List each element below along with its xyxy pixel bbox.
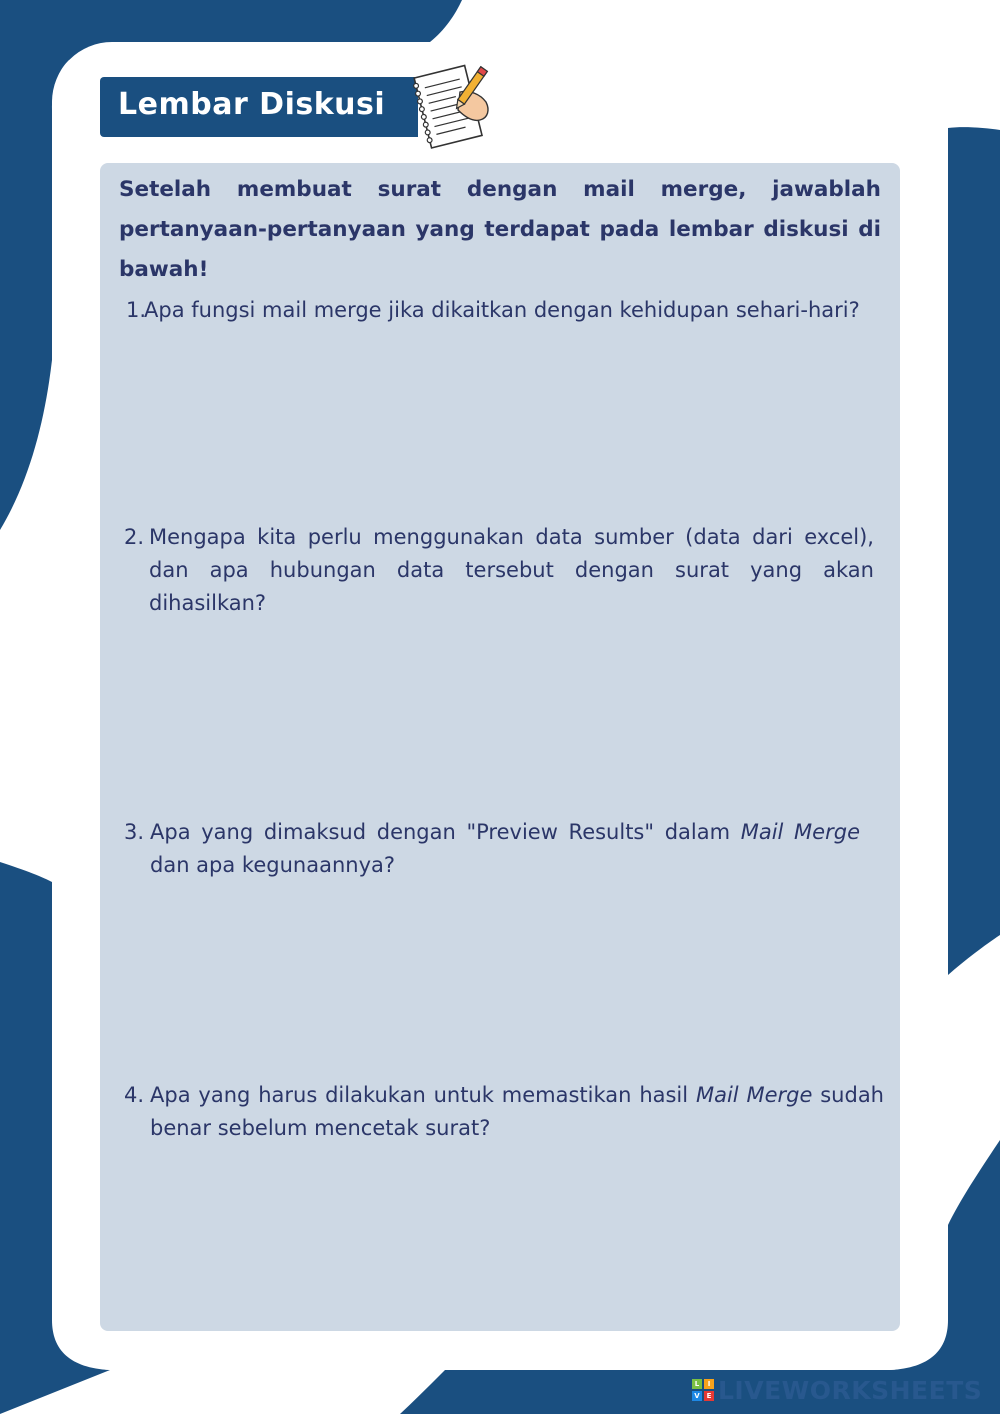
logo-letter: E [704, 1391, 714, 1401]
liveworksheets-logo [692, 1376, 982, 1404]
question-text: Apa fungsi mail merge jika dikaitkan dengan kehidupan sehari-hari? [144, 298, 860, 322]
question-number: 3. [124, 820, 145, 844]
discussion-panel [100, 163, 900, 1331]
question-4 [124, 1079, 884, 1145]
question-text: Mengapa kita perlu menggunakan data sumber (data dari excel), dan apa hubungan data tersebut dengan surat yang akan dihasilkan? [149, 525, 874, 615]
question-2 [124, 521, 874, 620]
question-text [124, 816, 860, 882]
instruction-text: Setelah membuat surat dengan mail merge, jawablah pertanyaan-pertanyaan yang terdapat pada lembar diskusi di bawah! [119, 177, 881, 282]
page-title: Lembar Diskusi [118, 87, 386, 122]
notepad-pencil-icon [408, 62, 494, 150]
question-text-part: dan apa kegunaannya? [150, 853, 396, 877]
right-blob [948, 127, 1000, 975]
question-text-part: Apa yang dimaksud dengan "Preview Results" dalam [150, 820, 741, 844]
question-number: 2. [124, 525, 145, 549]
question-1 [126, 294, 864, 327]
question-text-italic: Mail Merge [695, 1083, 813, 1107]
question-3 [124, 816, 860, 882]
question-text-italic: Mail Merge [740, 820, 860, 844]
question-text [124, 1079, 884, 1145]
logo-grid-icon [692, 1379, 714, 1401]
logo-letter: V [692, 1391, 702, 1401]
question-text-part: sudah benar sebelum mencetak surat? [150, 1083, 884, 1140]
question-number: 4. [124, 1083, 145, 1107]
logo-letter: L [692, 1379, 702, 1389]
question-text-part: Apa yang harus dilakukan untuk memastikan hasil [150, 1083, 696, 1107]
question-number: 1. [126, 298, 147, 322]
logo-text: LIVEWORKSHEETS [718, 1375, 983, 1405]
logo-letter: I [704, 1379, 714, 1389]
